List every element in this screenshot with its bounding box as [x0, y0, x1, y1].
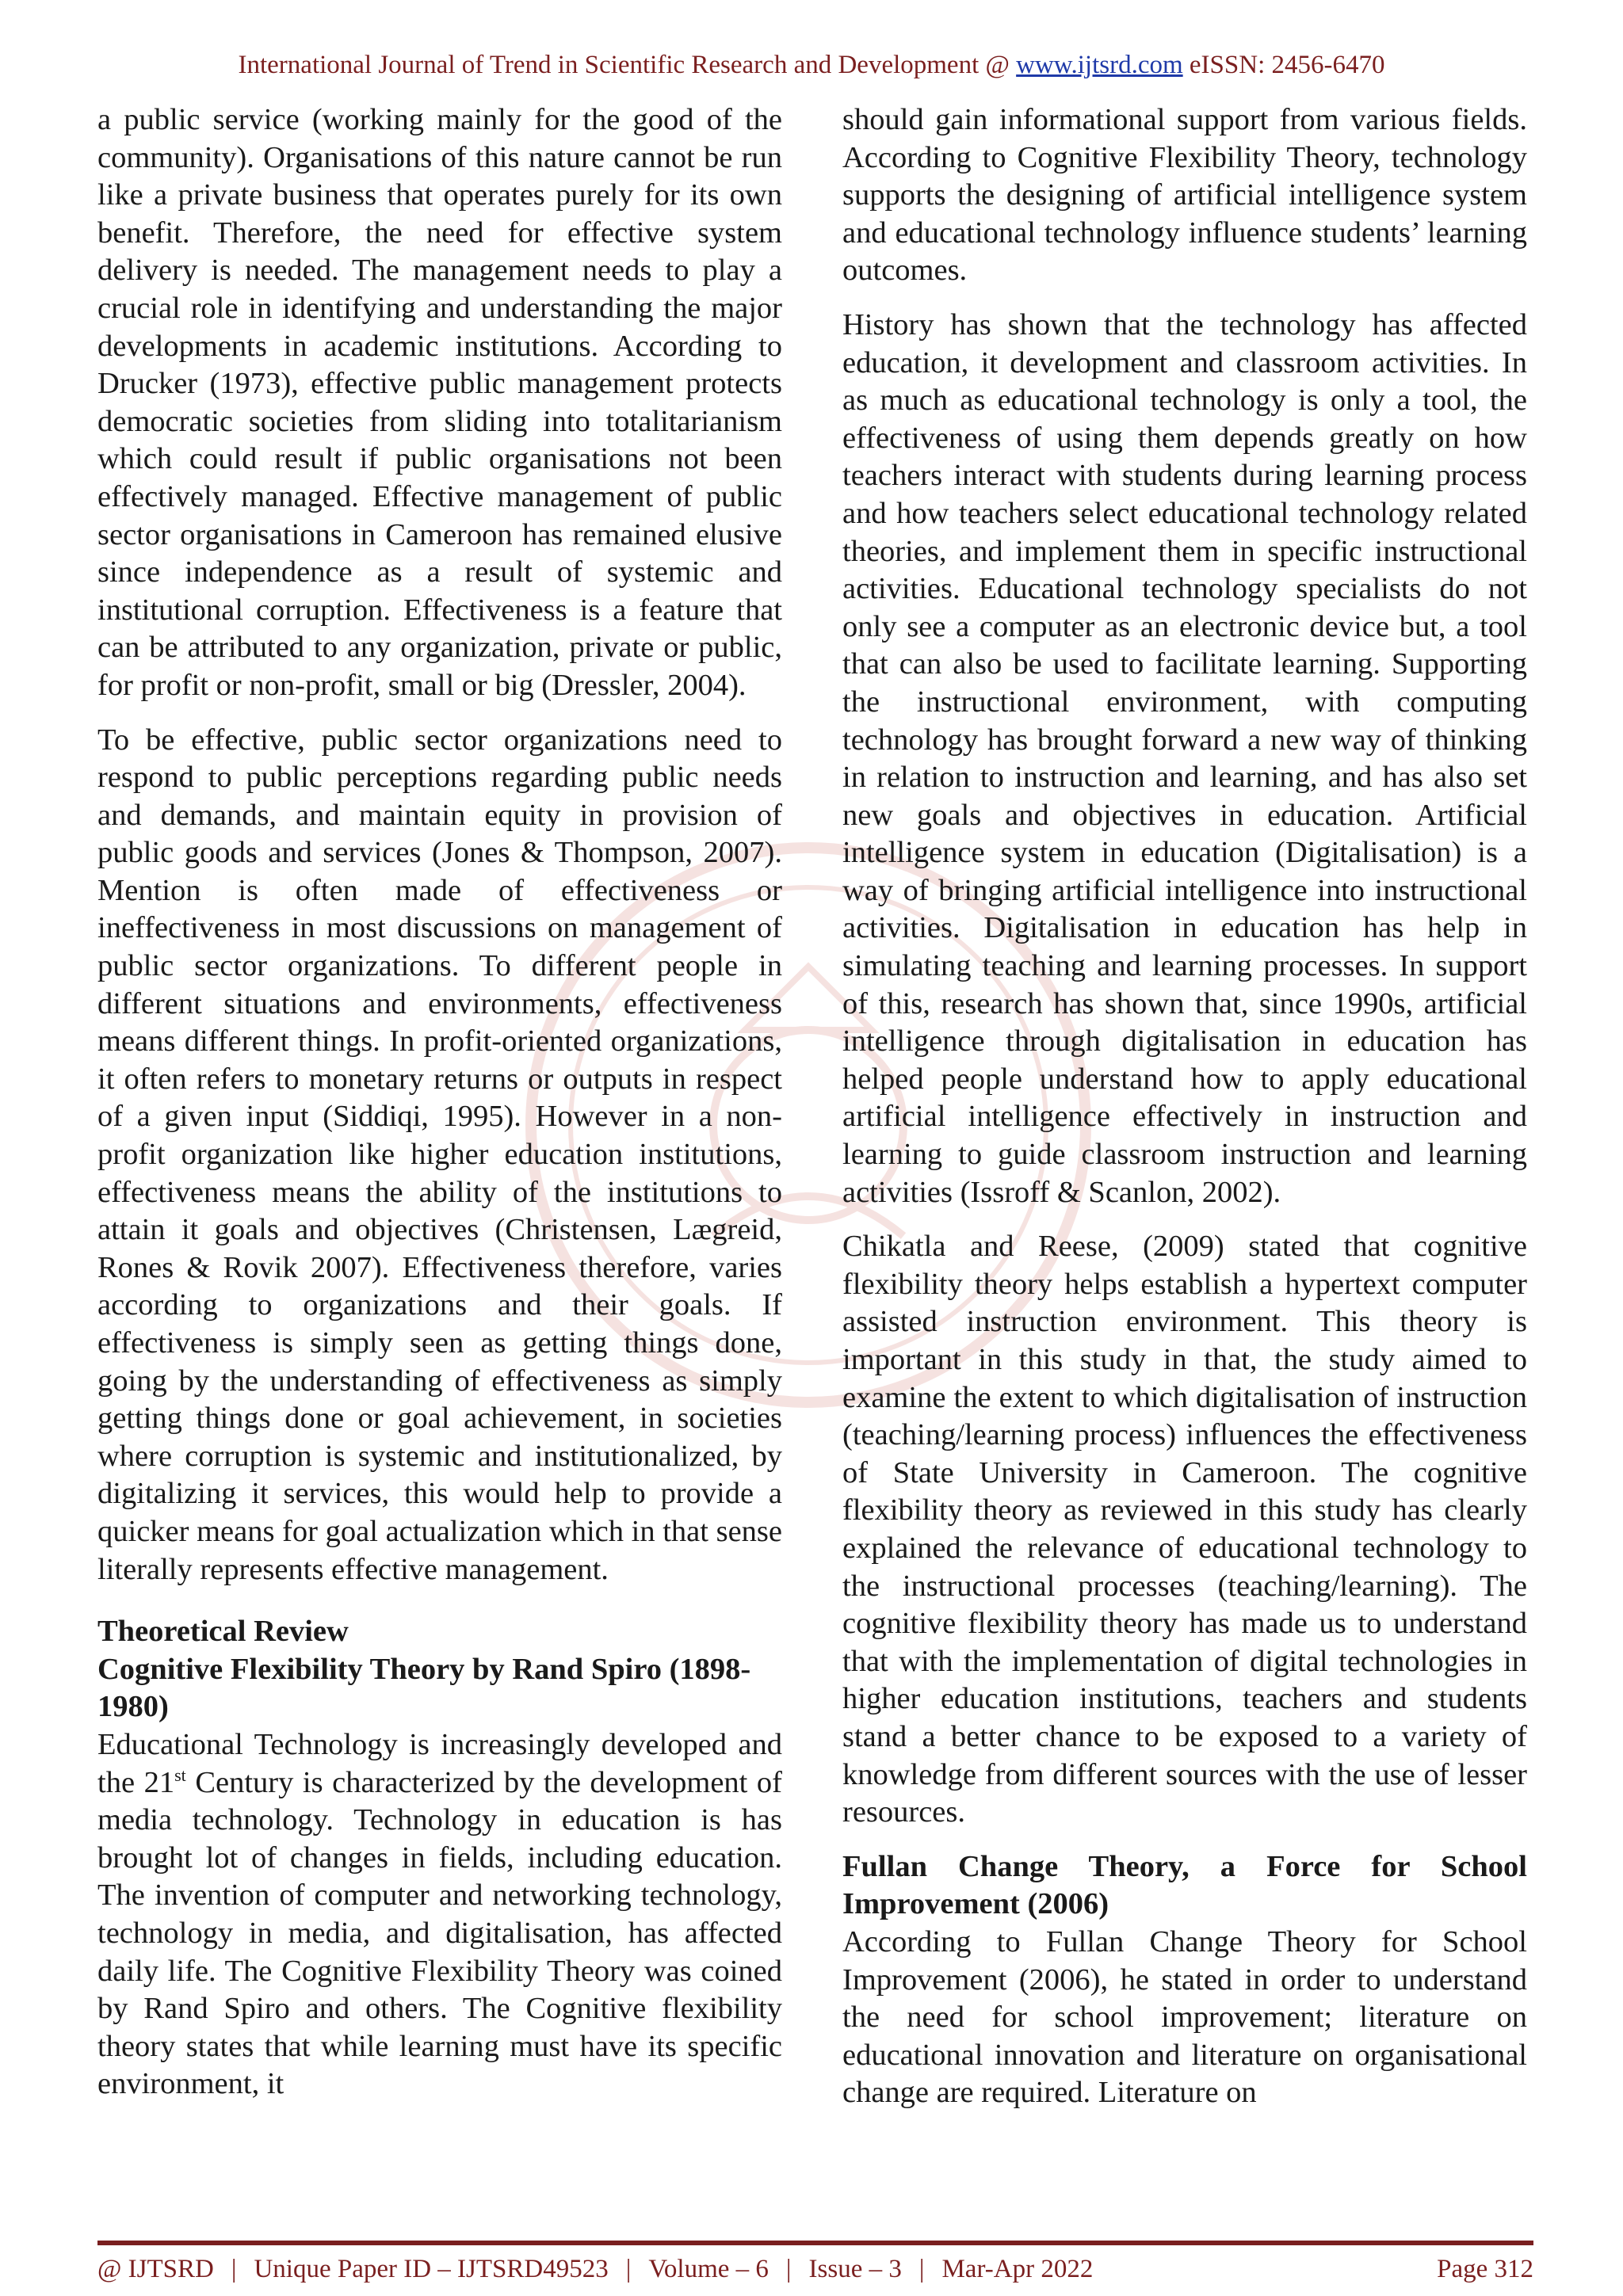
- cognitive-flexibility-heading: Cognitive Flexibility Theory by Rand Spiro (1898-1980): [97, 1652, 751, 1724]
- fullan-change-theory-heading: Fullan Change Theory, a Force for School Improvement (2006): [842, 1849, 1527, 1921]
- journal-issn: eISSN: 2456-6470: [1189, 51, 1385, 79]
- left-paragraph-2: To be effective, public sector organizations need to respond to public perceptions regarding public needs and demands, and maintain equity in provision of public goods and services (Jones & Thompson, 2007). Mention is often made of effectiveness or ineffectiveness in most discussions on management of public sector organizations. To different people in different situations and environments, effectiveness means different things. In profit-oriented organizations, it often refers to monetary returns or outputs in respect of a given input (Siddiqi, 1995). However in a non-profit organization like higher education institutions, effectiveness means the ability of the institutions to attain it goals and objectives (Christensen, Lægreid, Rones & Rovik 2007). Effectiveness therefore, varies according to organizations and their goals. If effectiveness is simply seen as getting things done, going by the understanding of effectiveness as simply getting things done or goal achievement, in societies where corruption is systemic and institutionalized, by digitalizing it services, this would help to provide a quicker means for goal actualization which in that sense literally represents effective management.: [97, 723, 782, 1586]
- page-footer: [97, 2252, 1533, 2286]
- left-paragraph-1: a public service (working mainly for the good of the community). Organisations of this nature cannot be run like a private business that operates purely for its own benefit. Therefore, the need for effective system delivery is needed. The management needs to play a crucial role in identifying and understanding the major developments in academic institutions. According to Drucker (1973), effective public management protects democratic societies from sliding into totalitarianism which could result if public organisations not been effectively managed. Effective management of public sector organisations in Cameroon has remained elusive since independence as a result of systemic and institutional corruption. Effectiveness is a feature that can be attributed to any organization, private or public, for profit or non-profit, small or big (Dressler, 2004).: [97, 103, 782, 702]
- footer-left-group: [97, 2255, 1093, 2284]
- right-paragraph-1: should gain informational support from various fields. According to Cognitive Flexibility Theory, technology supports the designing of artificial intelligence system and educational technology influence students’ learning outcomes.: [842, 103, 1527, 288]
- left-column: [97, 101, 782, 2103]
- footer-paper-id: Unique Paper ID – IJTSRD49523: [254, 2254, 609, 2283]
- footer-separator: |: [231, 2254, 237, 2283]
- footer-date: Mar-Apr 2022: [941, 2254, 1094, 2283]
- right-column: [842, 101, 1527, 2112]
- superscript-st: st: [174, 1764, 186, 1785]
- right-paragraph-4: According to Fullan Change Theory for School Improvement (2006), he stated in order to understand the need for school improvement; literature on educational innovation and literature on organisational change are required. Literature on: [842, 1924, 1527, 2110]
- theoretical-review-heading: Theoretical Review: [97, 1615, 349, 1649]
- footer-separator: |: [625, 2254, 632, 2283]
- journal-header: [0, 51, 1623, 80]
- footer-issue: Issue – 3: [808, 2254, 902, 2283]
- left-paragraph-3-part-a: Educational Technology is increasingly developed and the 21: [97, 1727, 782, 1799]
- journal-title: International Journal of Trend in Scientific Research and Development @: [238, 51, 1010, 79]
- footer-publisher: @ IJTSRD: [97, 2254, 214, 2283]
- footer-page-number: Page 312: [1437, 2254, 1533, 2283]
- footer-volume: Volume – 6: [648, 2254, 769, 2283]
- footer-separator: |: [918, 2254, 925, 2283]
- right-paragraph-2: History has shown that the technology has affected education, it development and classroom activities. In as much as educational technology is only a tool, the effectiveness of using them depends greatly on how teachers interact with students during learning process and how teachers select educational technology related theories, and implement them in specific instructional activities. Educational technology specialists do not only see a computer as an electronic device but, a tool that can also be used to facilitate learning. Supporting the instructional environment, with computing technology has brought forward a new way of thinking in relation to instruction and learning, and has also set new goals and objectives in education. Artificial intelligence system in education (Digitalisation) is a way of bringing artificial intelligence into instructional activities. Digitalisation in education has help in simulating teaching and learning processes. In support of this, research has shown that, since 1990s, artificial intelligence through digitalisation in education has helped people understand how to apply educational artificial intelligence effectively in instruction and learning to guide classroom instruction and learning activities (Issroff & Scanlon, 2002).: [842, 307, 1527, 1209]
- footer-divider: [97, 2241, 1533, 2245]
- left-paragraph-3: [97, 1726, 782, 2103]
- right-paragraph-3: Chikatla and Reese, (2009) stated that cognitive flexibility theory helps establish a hypertext computer assisted instruction environment. This theory is important in this study in that, the study aimed to examine the extent to which digitalisation of instruction (teaching/learning process) influences the effectiveness of State University in Cameroon. The cognitive flexibility theory as reviewed in this study has clearly explained the relevance of educational technology to the instructional processes (teaching/learning). The cognitive flexibility theory has made us to understand that with the implementation of digital technologies in higher education institutions, teachers and students stand a better chance to be exposed to a variety of knowledge from different sources with the use of lesser resources.: [842, 1230, 1527, 1829]
- footer-separator: |: [785, 2254, 792, 2283]
- journal-website-link[interactable]: www.ijtsrd.com: [1016, 51, 1183, 79]
- left-paragraph-3-part-b: Century is characterized by the development of media technology. Technology in education is has brought lot of changes in fields, including education. The invention of computer and networking technology, technology in media, and digitalisation, has affected daily life. The Cognitive Flexibility Theory was coined by Rand Spiro and others. The Cognitive flexibility theory states that while learning must have its specific environment, it: [97, 1765, 782, 2101]
